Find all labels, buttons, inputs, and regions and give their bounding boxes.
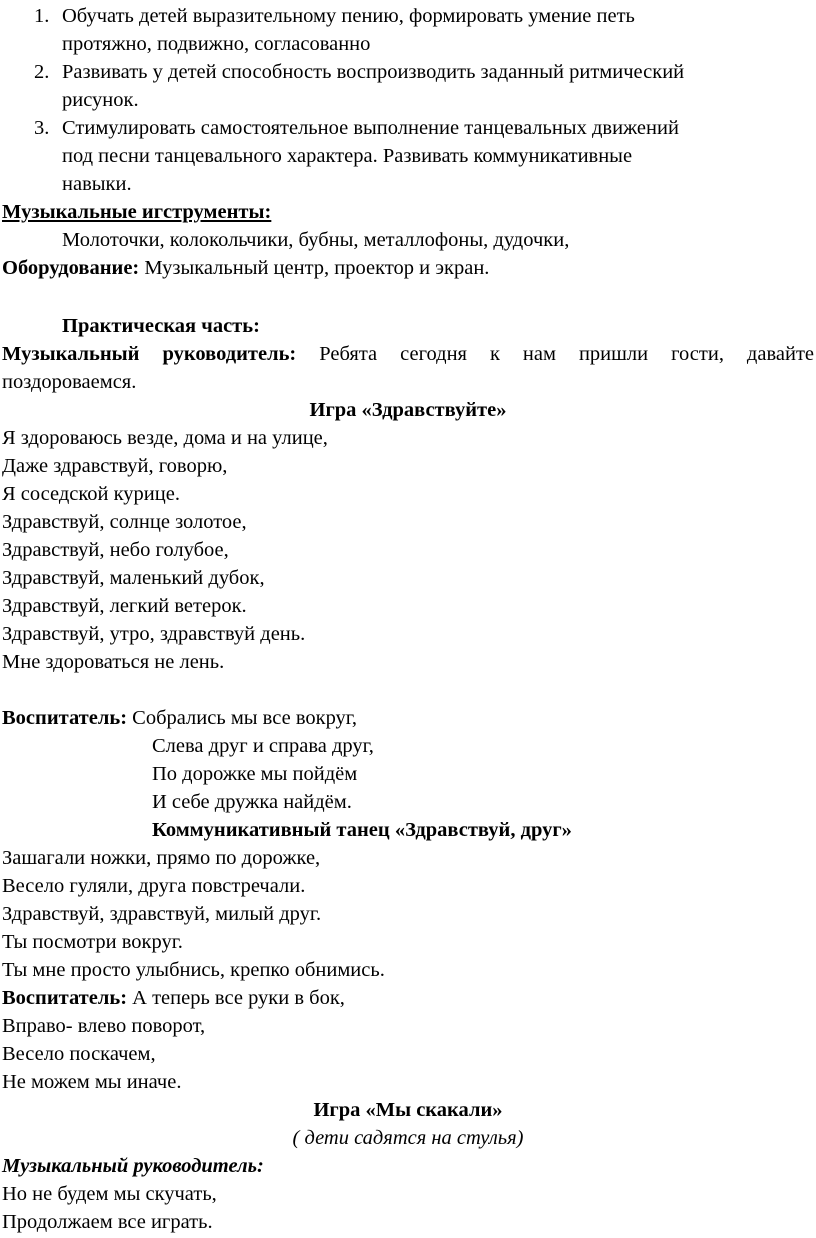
instruments-heading: Музыкальные игструменты: [2,201,272,223]
speaker-label: Музыкальный руководитель: [2,1155,264,1177]
game-title: Игра «Здравствуйте» [309,399,507,421]
goal-number: 1. [34,5,50,27]
poem-line: Я здороваюсь везде, дома и на улице, [2,427,328,449]
dance-line: Зашагали ножки, прямо по дорожке, [2,847,321,869]
instruments-text: Молоточки, колокольчики, бубны, металлофоны, дудочки, [62,229,570,251]
teacher-label: Воспитатель: [2,987,128,1009]
goal-text: навыки. [62,173,132,195]
goal-text: протяжно, подвижно, согласованно [62,33,371,55]
dance-title: Коммуникативный танец «Здравствуй, друг» [152,819,572,841]
equipment-label: Оборудование: [2,257,140,279]
goal-number: 3. [34,117,50,139]
goal-text: Стимулировать самостоятельное выполнение танцевальных движений [62,117,679,139]
dance-line: Ты посмотри вокруг. [2,931,183,953]
poem-line: Здравствуй, небо голубое, [2,539,229,561]
dance-line: Ты мне просто улыбнись, крепко обнимись. [2,959,385,981]
teacher-text: А теперь все руки в бок, [127,987,345,1009]
stage-direction: ( дети садятся на стулья) [292,1127,524,1149]
goal-text: Развивать у детей способность воспроизводить заданный ритмический [62,61,685,83]
practical-heading: Практическая часть: [62,315,260,337]
speaker-text: Ребята сегодня к нам пришли гости, давайте [296,343,815,365]
verse-line: Продолжаем все играть. [2,1211,213,1233]
practical-intro-line [2,340,814,368]
poem-line: Здравствуй, маленький дубок, [2,567,265,589]
teacher-line [2,984,345,1012]
speaker-text-cont: поздороваемся. [2,371,137,393]
verse-line: Весело поскачем, [2,1043,156,1065]
goal-text: рисунок. [62,89,139,111]
dance-line: Весело гуляли, друга повстречали. [2,875,306,897]
poem-line: Здравствуй, легкий ветерок. [2,595,247,617]
goal-text: под песни танцевального характера. Развивать коммуникативные [62,145,633,167]
poem-line: Я соседской курице. [2,483,180,505]
teacher-label: Воспитатель: [2,707,128,729]
goal-number: 2. [34,61,50,83]
equipment-text: Музыкальный центр, проектор и экран. [139,257,490,279]
goal-text: Обучать детей выразительному пению, формировать умение петь [62,5,635,27]
verse-line: И себе дружка найдём. [152,791,352,813]
teacher-text: Собрались мы все вокруг, [127,707,358,729]
dance-line: Здравствуй, здравствуй, милый друг. [2,903,322,925]
verse-line: Слева друг и справа друг, [152,735,374,757]
poem-line: Здравствуй, солнце золотое, [2,511,247,533]
teacher-line [2,704,357,732]
poem-line: Мне здороваться не лень. [2,651,225,673]
verse-line: По дорожке мы пойдём [152,763,358,785]
game-title: Игра «Мы скакали» [313,1099,503,1121]
poem-line: Здравствуй, утро, здравствуй день. [2,623,306,645]
verse-line: Но не будем мы скучать, [2,1183,217,1205]
equipment-line [2,254,489,282]
speaker-label: Музыкальный руководитель: [2,343,297,365]
verse-line: Не можем мы иначе. [2,1071,182,1093]
verse-line: Вправо- влево поворот, [2,1015,206,1037]
poem-line: Даже здравствуй, говорю, [2,455,228,477]
